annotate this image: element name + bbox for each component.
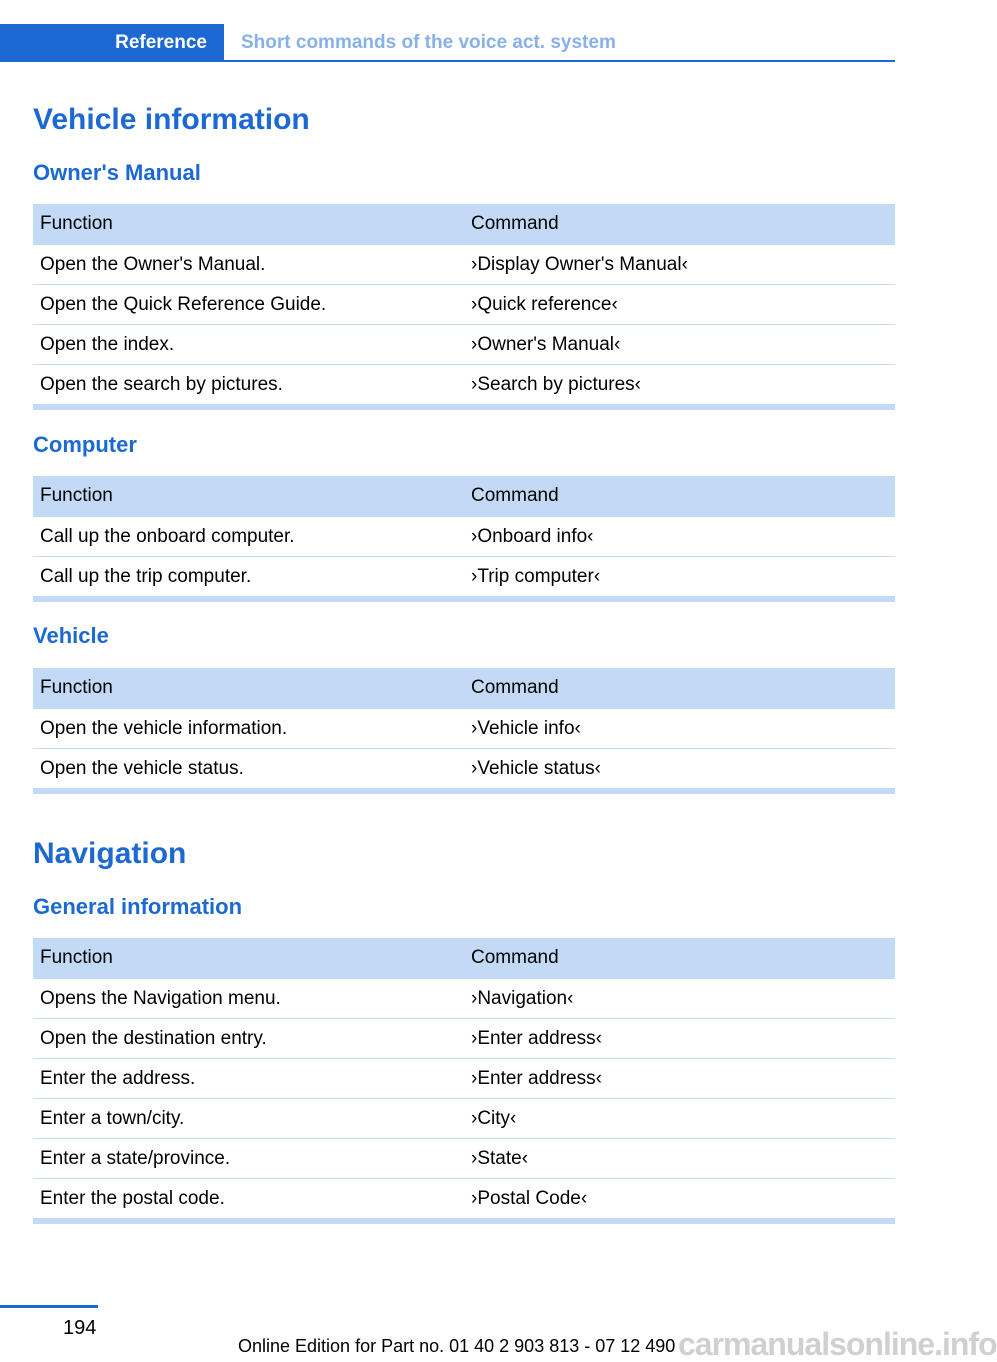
table-row [33, 364, 895, 404]
command-cell: ›Trip computer‹ [471, 566, 601, 587]
command-cell: ›Vehicle info‹ [471, 718, 581, 739]
command-cell: ›Enter address‹ [471, 1028, 602, 1049]
function-cell: Enter the postal code. [40, 1188, 225, 1209]
table-row [33, 1178, 895, 1218]
function-cell: Open the vehicle status. [40, 758, 244, 779]
subsection-title-vehicle: Vehicle [33, 623, 109, 648]
edition-note: Online Edition for Part no. 01 40 2 903 813 - 07 12 490 [238, 1336, 676, 1356]
function-cell: Enter a state/province. [40, 1148, 231, 1169]
subsection-title-general-information: General information [33, 894, 243, 919]
table-row [33, 556, 895, 596]
table-row [33, 748, 895, 788]
command-cell: ›Enter address‹ [471, 1068, 602, 1089]
function-cell: Open the vehicle information. [40, 718, 288, 739]
page-number: 194 [63, 1317, 97, 1339]
table-row [33, 978, 895, 1018]
table-row [33, 708, 895, 748]
command-cell: ›Quick reference‹ [471, 294, 618, 315]
page-header [0, 24, 895, 62]
column-header-command: Command [471, 677, 559, 698]
table-owners-manual [33, 204, 895, 410]
command-cell: ›Owner's Manual‹ [471, 334, 621, 355]
command-cell: ›Navigation‹ [471, 988, 574, 1009]
command-cell: ›City‹ [471, 1108, 517, 1129]
table-row [33, 1138, 895, 1178]
footer-rule [0, 1305, 98, 1308]
command-cell: ›Postal Code‹ [471, 1188, 588, 1209]
section-title-vehicle-information: Vehicle information [33, 103, 310, 136]
table-header-row [33, 668, 895, 708]
column-header-command: Command [471, 485, 559, 506]
function-cell: Open the Owner's Manual. [40, 254, 266, 275]
function-cell: Open the search by pictures. [40, 374, 283, 395]
function-cell: Open the index. [40, 334, 175, 355]
subsection-title-owners-manual: Owner's Manual [33, 160, 201, 185]
command-cell: ›State‹ [471, 1148, 529, 1169]
table-general-information [33, 938, 895, 1224]
column-header-command: Command [471, 947, 559, 968]
table-header-row [33, 476, 895, 516]
table-row [33, 1058, 895, 1098]
function-cell: Enter the address. [40, 1068, 196, 1089]
function-cell: Open the Quick Reference Guide. [40, 294, 327, 315]
column-header-function: Function [40, 947, 113, 968]
header-rule [224, 60, 895, 62]
command-cell: ›Display Owner's Manual‹ [471, 254, 688, 275]
column-header-function: Function [40, 213, 113, 234]
column-header-function: Function [40, 485, 113, 506]
table-header-row [33, 204, 895, 244]
command-cell: ›Search by pictures‹ [471, 374, 642, 395]
table-vehicle [33, 668, 895, 794]
section-title-navigation: Navigation [33, 837, 187, 870]
column-header-function: Function [40, 677, 113, 698]
table-header-row [33, 938, 895, 978]
command-cell: ›Vehicle status‹ [471, 758, 601, 779]
table-row [33, 244, 895, 284]
function-cell: Call up the trip computer. [40, 566, 252, 587]
function-cell: Opens the Navigation menu. [40, 988, 281, 1009]
table-row [33, 284, 895, 324]
table-computer [33, 476, 895, 602]
command-cell: ›Onboard info‹ [471, 526, 594, 547]
header-tab-reference: Reference [0, 24, 224, 62]
header-section-title: Short commands of the voice act. system [241, 32, 616, 53]
function-cell: Call up the onboard computer. [40, 526, 295, 547]
table-row [33, 1098, 895, 1138]
function-cell: Open the destination entry. [40, 1028, 267, 1049]
function-cell: Enter a town/city. [40, 1108, 185, 1129]
table-row [33, 324, 895, 364]
subsection-title-computer: Computer [33, 432, 137, 457]
watermark: carmanualsonline.info [678, 1326, 997, 1362]
table-row [33, 1018, 895, 1058]
table-row [33, 516, 895, 556]
column-header-command: Command [471, 213, 559, 234]
